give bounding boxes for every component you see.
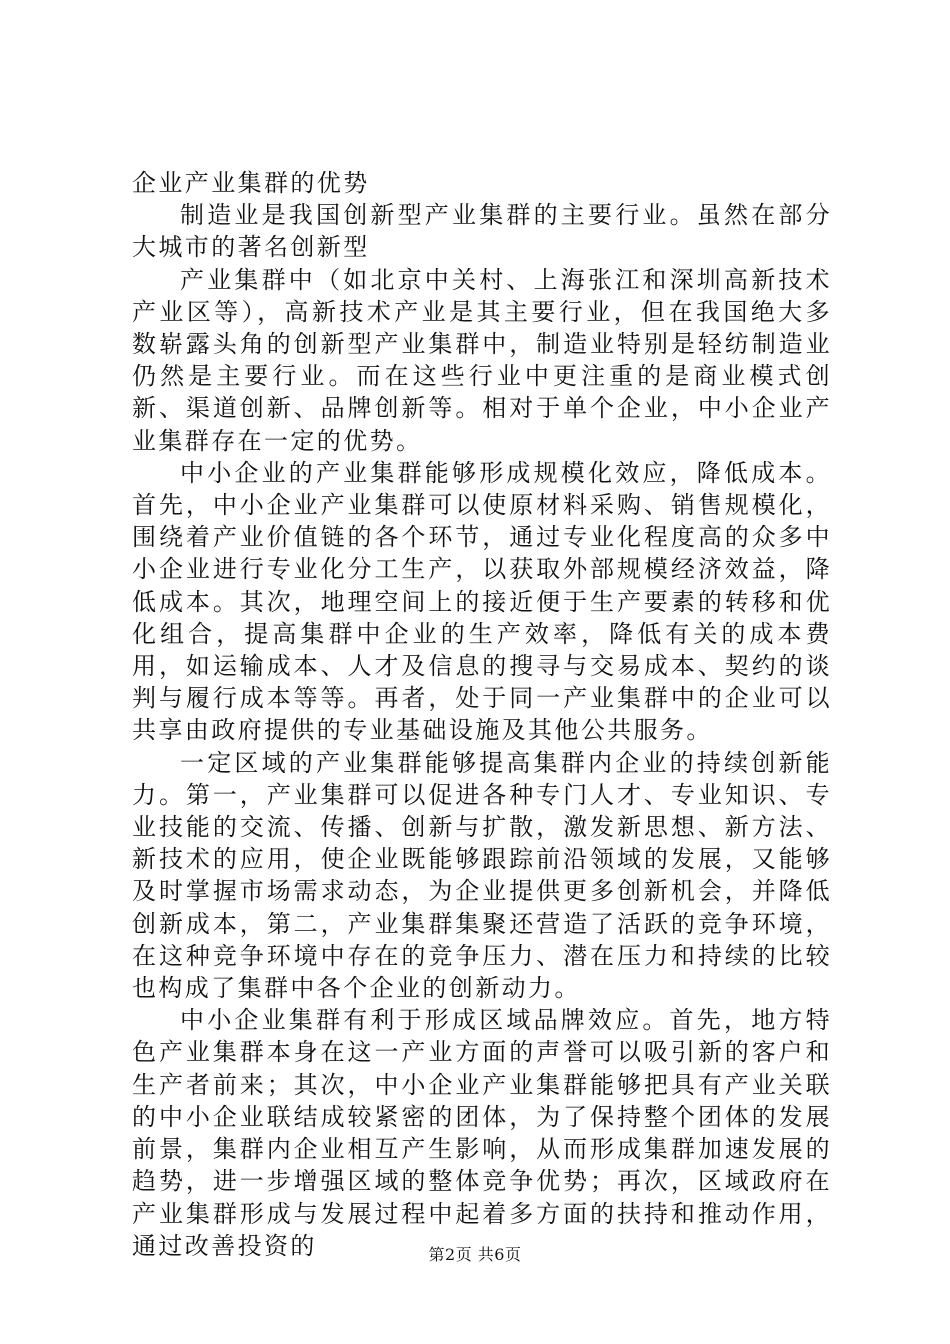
page-number-footer: 第2页 共6页 [428,1245,522,1264]
document-body [132,167,832,1262]
section-heading: 企业产业集群的优势 [132,169,370,197]
paragraph-1: 制造业是我国创新型产业集群的主要行业。虽然在部分大城市的著名创新型 [132,201,832,262]
paragraph-4: 一定区域的产业集群能够提高集群内企业的持续创新能力。第一，产业集群可以促进各种专门人才、专业知识、专业技能的交流、传播、创新与扩散，激发新思想、新方法、新技术的应用，使企业既能够跟踪前沿领域的发展，又能够及时掌握市场需求动态，为企业提供更多创新机会，并降低创新成本，第二，产业集群集聚还营造了活跃的竞争环境，在这种竞争环境中存在的竞争压力、潜在压力和持续的比较也构成了集群中各个企业的创新动力。 [132,748,832,1003]
paragraph-3: 中小企业的产业集群能够形成规模化效应，降低成本。首先，中小企业产业集群可以使原材料采购、销售规模化，围绕着产业价值链的各个环节，通过专业化程度高的众多中小企业进行专业化分工生产，以获取外部规模经济效益，降低成本。其次，地理空间上的接近便于生产要素的转移和优化组合，提高集群中企业的生产效率，降低有关的成本费用，如运输成本、人才及信息的搜寻与交易成本、契约的谈判与履行成本等等。再者，处于同一产业集群中的企业可以共享由政府提供的专业基础设施及其他公共服务。 [132,458,832,745]
paragraph-2: 产业集群中（如北京中关村、上海张江和深圳高新技术产业区等），高新技术产业是其主要行业，但在我国绝大多数崭露头角的创新型产业集群中，制造业特别是轻纺制造业仍然是主要行业。而在这些行业中更注重的是商业模式创新、渠道创新、品牌创新等。相对于单个企业，中小企业产业集群存在一定的优势。 [132,265,832,455]
paragraph-5: 中小企业集群有利于形成区域品牌效应。首先，地方特色产业集群本身在这一产业方面的声誉可以吸引新的客户和生产者前来；其次，中小企业产业集群能够把具有产业关联的中小企业联结成较紧密的团体，为了保持整个团体的发展前景，集群内企业相互产生影响，从而形成集群加速发展的趋势，进一步增强区域的整体竞争优势；再次，区域政府在产业集群形成与发展过程中起着多方面的扶持和推动作用，通过改善投资的 [132,1006,832,1260]
